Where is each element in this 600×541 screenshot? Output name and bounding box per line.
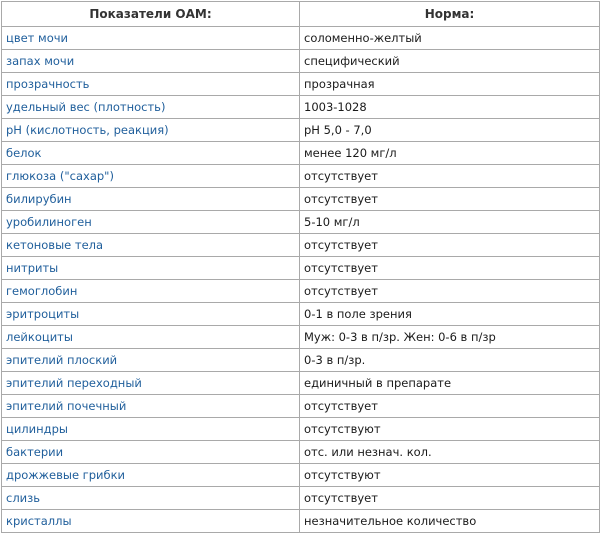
row-parameter: запах мочи — [2, 50, 300, 73]
table-row — [2, 234, 600, 257]
header-parameter: Показатели ОАМ: — [2, 2, 300, 27]
row-norm: менее 120 мг/л — [300, 142, 600, 165]
row-parameter: цилиндры — [2, 418, 300, 441]
row-parameter: нитриты — [2, 257, 300, 280]
row-parameter: удельный вес (плотность) — [2, 96, 300, 119]
row-parameter: кетоновые тела — [2, 234, 300, 257]
table-row — [2, 487, 600, 510]
table-row — [2, 211, 600, 234]
row-parameter: дрожжевые грибки — [2, 464, 300, 487]
row-norm: отсутствует — [300, 188, 600, 211]
row-norm: отсутствует — [300, 280, 600, 303]
table-row — [2, 441, 600, 464]
table-row — [2, 27, 600, 50]
table-row — [2, 349, 600, 372]
row-parameter: эпителий переходный — [2, 372, 300, 395]
row-norm: отсутствует — [300, 234, 600, 257]
table-row — [2, 188, 600, 211]
row-parameter: бактерии — [2, 441, 300, 464]
row-norm: отсутствует — [300, 395, 600, 418]
row-norm: pH 5,0 - 7,0 — [300, 119, 600, 142]
row-norm: соломенно-желтый — [300, 27, 600, 50]
row-norm: специфический — [300, 50, 600, 73]
row-norm: отсутствуют — [300, 418, 600, 441]
row-norm: единичный в препарате — [300, 372, 600, 395]
row-norm: прозрачная — [300, 73, 600, 96]
row-parameter: pH (кислотность, реакция) — [2, 119, 300, 142]
row-parameter: цвет мочи — [2, 27, 300, 50]
header-row — [2, 2, 600, 27]
table-row — [2, 464, 600, 487]
row-norm: 0-1 в поле зрения — [300, 303, 600, 326]
row-parameter: эпителий плоский — [2, 349, 300, 372]
row-norm: Муж: 0-3 в п/зр. Жен: 0-6 в п/зр — [300, 326, 600, 349]
table-row — [2, 510, 600, 533]
row-parameter: глюкоза ("сахар") — [2, 165, 300, 188]
row-norm: 5-10 мг/л — [300, 211, 600, 234]
row-parameter: слизь — [2, 487, 300, 510]
table-row — [2, 372, 600, 395]
row-parameter: эпителий почечный — [2, 395, 300, 418]
row-norm: отсутствует — [300, 257, 600, 280]
table-row — [2, 142, 600, 165]
row-norm: отсутствуют — [300, 464, 600, 487]
row-parameter: билирубин — [2, 188, 300, 211]
row-parameter: лейкоциты — [2, 326, 300, 349]
row-norm: отсутствует — [300, 487, 600, 510]
table-row — [2, 418, 600, 441]
table-header — [2, 2, 600, 27]
table-row — [2, 326, 600, 349]
table-row — [2, 96, 600, 119]
table-row — [2, 395, 600, 418]
row-norm: 0-3 в п/зр. — [300, 349, 600, 372]
row-parameter: кристаллы — [2, 510, 300, 533]
row-parameter: уробилиноген — [2, 211, 300, 234]
row-parameter: эритроциты — [2, 303, 300, 326]
table-body — [2, 27, 600, 533]
row-parameter: гемоглобин — [2, 280, 300, 303]
table-row — [2, 73, 600, 96]
table-row — [2, 257, 600, 280]
row-parameter: прозрачность — [2, 73, 300, 96]
header-norm: Норма: — [300, 2, 600, 27]
table-row — [2, 50, 600, 73]
table-row — [2, 280, 600, 303]
table-row — [2, 303, 600, 326]
urinalysis-norms-table — [1, 1, 600, 533]
row-parameter: белок — [2, 142, 300, 165]
row-norm: незначительное количество — [300, 510, 600, 533]
table-row — [2, 165, 600, 188]
row-norm: отсутствует — [300, 165, 600, 188]
row-norm: отс. или незнач. кол. — [300, 441, 600, 464]
table-row — [2, 119, 600, 142]
row-norm: 1003-1028 — [300, 96, 600, 119]
